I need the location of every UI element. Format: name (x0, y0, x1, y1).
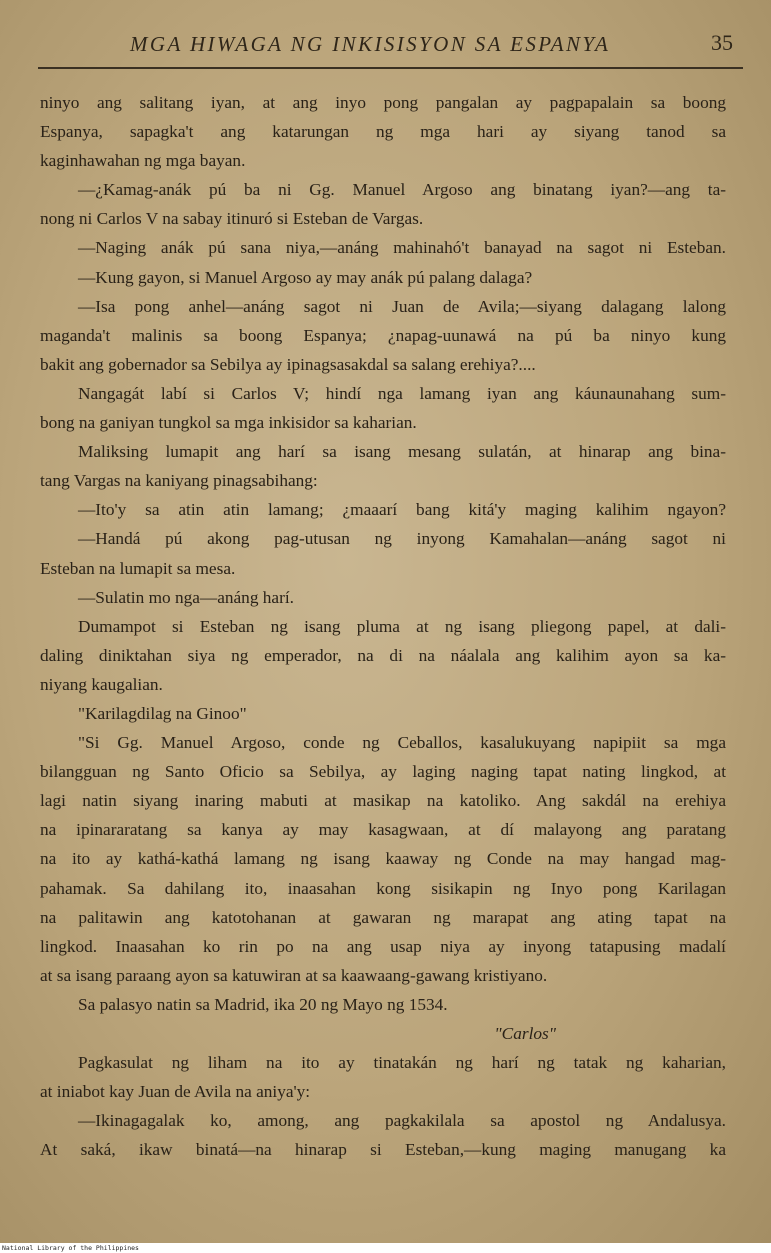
text-line: Espanya, sapagka't ang katarungan ng mga hari ay siyang tanod sa (40, 122, 726, 142)
body-text (40, 88, 726, 1164)
text-line: Dumampot si Esteban ng isang pluma at ng isang pliegong papel, at dali- (78, 616, 726, 636)
text-line: bakit ang gobernador sa Sebilya ay ipinagsasakdal sa salang erehiya?.... (40, 354, 536, 374)
signature-line: "Carlos" (494, 1024, 556, 1043)
text-line: "Karilagdilag na Ginoo" (78, 703, 247, 723)
running-title: MGA HIWAGA NG INKISISYON SA ESPANYA (130, 32, 611, 56)
library-credit: National Library of the Philippines (2, 1244, 139, 1252)
text-line: —Isa pong anhel—anáng sagot ni Juan de Avila;—siyang dalagang lalong (78, 296, 726, 316)
text-line: Pagkasulat ng liham na ito ay tinatakán ng harí ng tatak ng kaharian, (78, 1053, 726, 1073)
text-line: ninyo ang salitang iyan, at ang inyo pong pangalan ay pagpapalain sa boong (40, 93, 726, 112)
text-line: maganda't malinis sa boong Espanya; ¿napag-uunawá na pú ba ninyo kung (40, 325, 726, 345)
text-line: na ipinararatang sa kanya ay may kasagwaan, at dí malayong ang paratang (40, 820, 726, 840)
text-line: daling diniktahan siya ng emperador, na di na náalala ang kalihim ayon sa ka- (40, 645, 726, 665)
text-line: Nangagát labí si Carlos V; hindí nga lamang iyan ang káunaunahang sum- (78, 383, 726, 403)
text-line: kaginhawahan ng mga bayan. (40, 151, 246, 171)
page-header (38, 30, 743, 70)
text-line: —Sulatin mo nga—anáng harí. (78, 587, 294, 607)
text-line: —Ito'y sa atin atin lamang; ¿maaarí bang kitá'y maging kalihim ngayon? (78, 500, 726, 520)
text-line: lagi natin siyang inaring mabuti at masikap na katoliko. Ang sakdál na erehiya (40, 791, 726, 811)
text-line: —Naging anák pú sana niya,—anáng mahinahó't banayad na sagot ni Esteban. (78, 238, 726, 258)
text-line: —¿Kamag-anák pú ba ni Gg. Manuel Argoso ang binatang iyan?—ang ta- (78, 180, 726, 200)
text-line: na ito ay kathá-kathá lamang ng isang kaaway ng Conde na may hangad mag- (40, 849, 726, 869)
text-line: na palitawin ang katotohanan at gawaran ng marapat ang ating tapat na (40, 907, 726, 927)
text-line: at iniabot kay Juan de Avila na aniya'y: (40, 1082, 311, 1102)
text-line: Sa palasyo natin sa Madrid, ika 20 ng Mayo ng 1534. (78, 994, 448, 1014)
header-rule (38, 67, 743, 69)
text-line: pahamak. Sa dahilang ito, inaasahan kong sisikapin ng Inyo pong Karilagan (40, 878, 726, 898)
text-line: —Kung gayon, si Manuel Argoso ay may anák pú palang dalaga? (78, 267, 533, 287)
footer-strip (0, 1243, 771, 1253)
text-line: nong ni Carlos V na sabay itinuró si Esteban de Vargas. (40, 209, 424, 229)
text-line: bilangguan ng Santo Oficio sa Sebilya, ay laging naging tapat nating lingkod, at (40, 762, 726, 782)
text-line: Maliksing lumapit ang harí sa isang mesang sulatán, at hinarap ang bina- (78, 442, 726, 462)
text-line: bong na ganiyan tungkol sa mga inkisidor sa kaharian. (40, 413, 417, 433)
text-line: At saká, ikaw binatá—na hinarap si Esteban,—kung maging manugang ka (40, 1140, 726, 1160)
text-line: at sa isang paraang ayon sa katuwiran at sa kaawaang-gawang kristiyano. (40, 965, 548, 985)
text-line: tang Vargas na kaniyang pinagsabihang: (40, 471, 318, 491)
text-line: niyang kaugalian. (40, 674, 163, 694)
text-line: "Si Gg. Manuel Argoso, conde ng Ceballos, kasalukuyang napipiit sa mga (78, 733, 726, 753)
text-line: Esteban na lumapit sa mesa. (40, 558, 236, 578)
text-line: —Ikinagagalak ko, among, ang pagkakilala sa apostol ng Andalusya. (78, 1111, 726, 1131)
text-line: —Handá pú akong pag-utusan ng inyong Kamahalan—anáng sagot ni (78, 529, 726, 549)
page-number: 35 (711, 30, 733, 55)
text-line: lingkod. Inaasahan ko rin po na ang usap niya ay inyong tatapusing madalí (40, 936, 726, 956)
